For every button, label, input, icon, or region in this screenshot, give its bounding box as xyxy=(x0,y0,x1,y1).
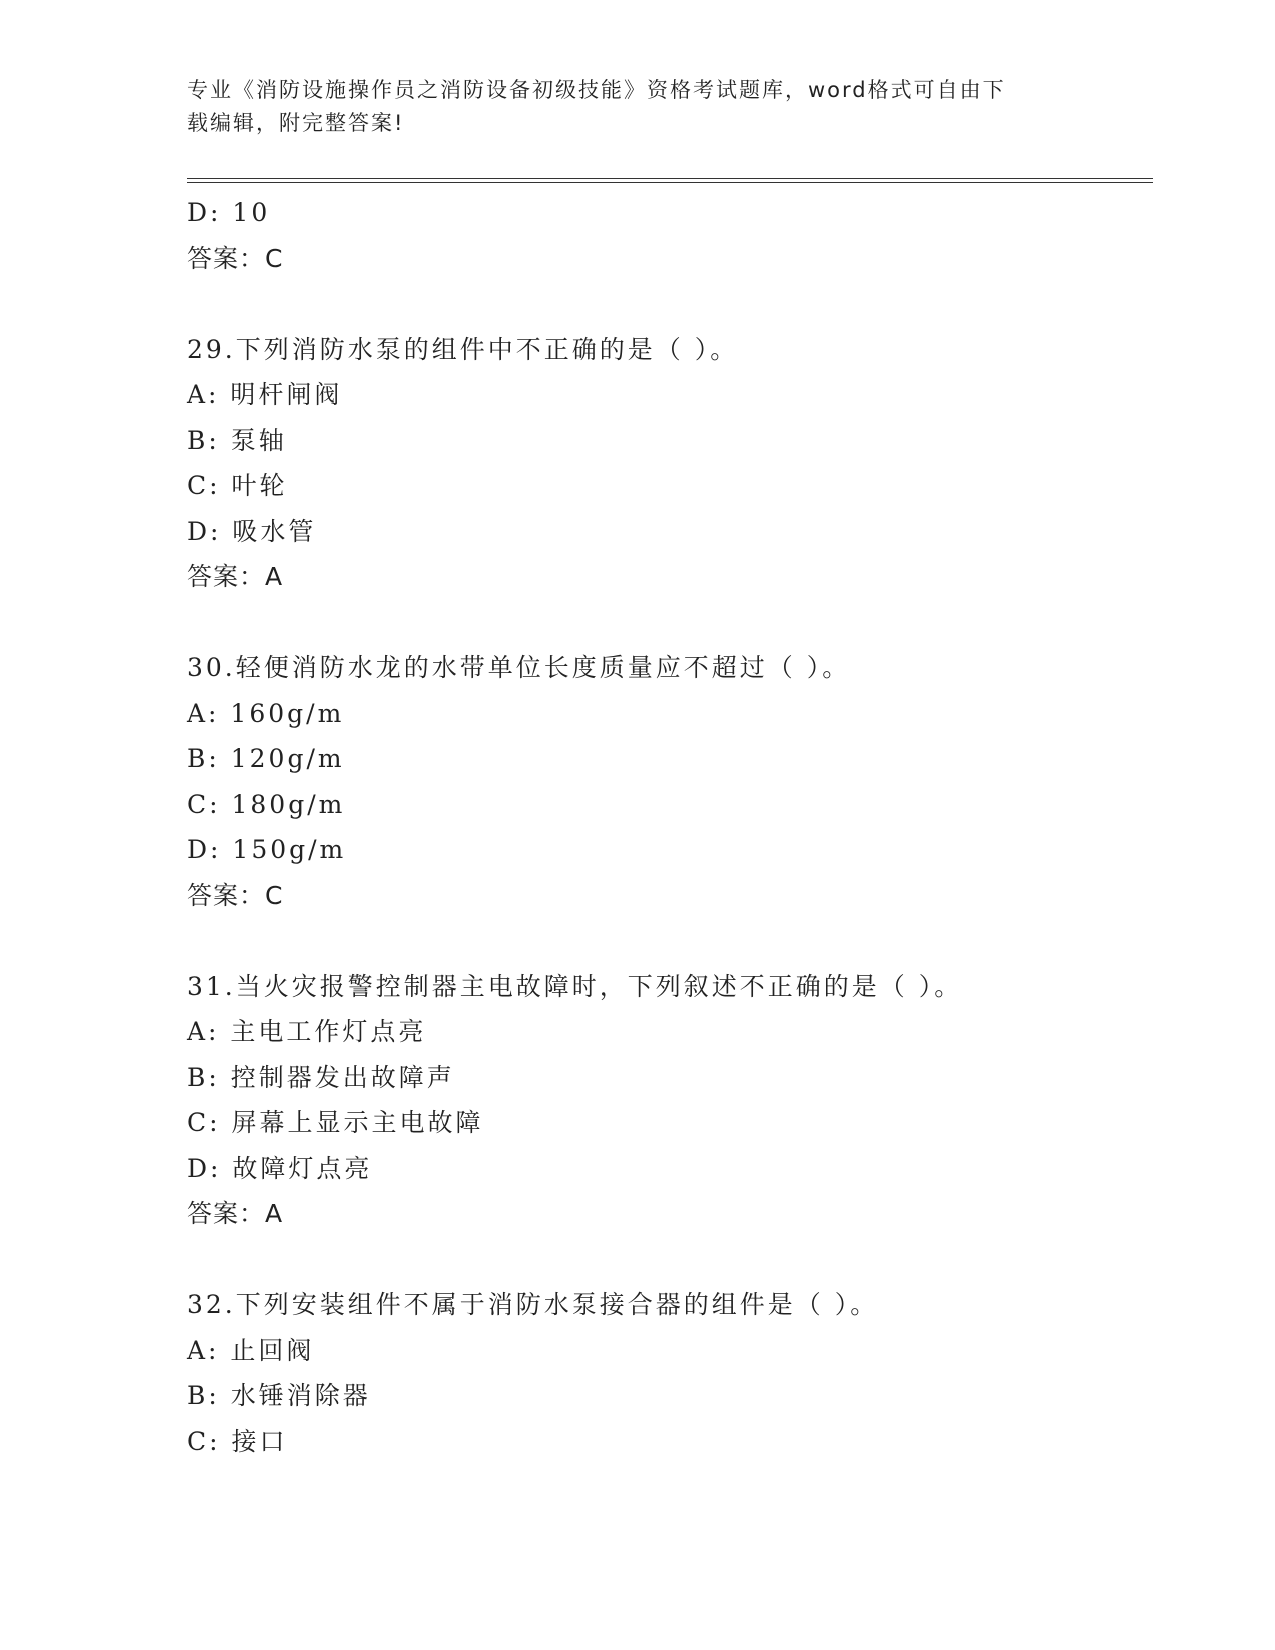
question-29 xyxy=(187,327,1153,600)
answer: 答案：A xyxy=(187,562,284,591)
option-c: C: 叶轮 xyxy=(187,471,288,500)
question-stem: 31.当火灾报警控制器主电故障时，下列叙述不正确的是（ ）。 xyxy=(187,971,963,1001)
option-a: A: 明杆闸阀 xyxy=(187,380,343,409)
answer: 答案：A xyxy=(187,1199,284,1228)
header-divider xyxy=(187,178,1153,183)
option-d: D: 10 xyxy=(187,198,271,227)
spacer xyxy=(187,918,1153,964)
answer: 答案：C xyxy=(187,880,284,910)
option-c: C: 屏幕上显示主电故障 xyxy=(187,1108,484,1137)
question-31 xyxy=(187,964,1153,1237)
option-a: A: 止回阀 xyxy=(187,1335,315,1365)
question-list xyxy=(187,190,1153,1464)
question-stem: 32.下列安装组件不属于消防水泵接合器的组件是（ ）。 xyxy=(187,1290,879,1319)
spacer xyxy=(187,600,1153,646)
page-header xyxy=(187,74,1067,140)
spacer xyxy=(187,1237,1153,1283)
option-a: A: 主电工作灯点亮 xyxy=(187,1017,427,1046)
question-stem: 29.下列消防水泵的组件中不正确的是（ ）。 xyxy=(187,334,739,364)
option-a: A: 160g/m xyxy=(187,698,345,728)
answer: 答案：C xyxy=(187,243,284,273)
spacer xyxy=(187,281,1153,327)
option-b: B: 水锤消除器 xyxy=(187,1381,371,1410)
option-b: B: 控制器发出故障声 xyxy=(187,1062,455,1092)
option-d: D: 故障灯点亮 xyxy=(187,1153,373,1183)
question-stem: 30.轻便消防水龙的水带单位长度质量应不超过（ ）。 xyxy=(187,653,851,682)
option-d: D: 吸水管 xyxy=(187,516,317,546)
question-32 xyxy=(187,1282,1153,1464)
question-30 xyxy=(187,645,1153,918)
option-c: C: 180g/m xyxy=(187,789,346,819)
option-d: D: 150g/m xyxy=(187,835,347,864)
option-c: C: 接口 xyxy=(187,1426,288,1456)
option-b: B: 泵轴 xyxy=(187,425,287,455)
header-line-2: 载编辑，附完整答案! xyxy=(187,111,405,135)
header-line-1: 专业《消防设施操作员之消防设备初级技能》资格考试题库，word格式可自由下 xyxy=(187,78,1006,102)
option-b: B: 120g/m xyxy=(187,744,345,773)
